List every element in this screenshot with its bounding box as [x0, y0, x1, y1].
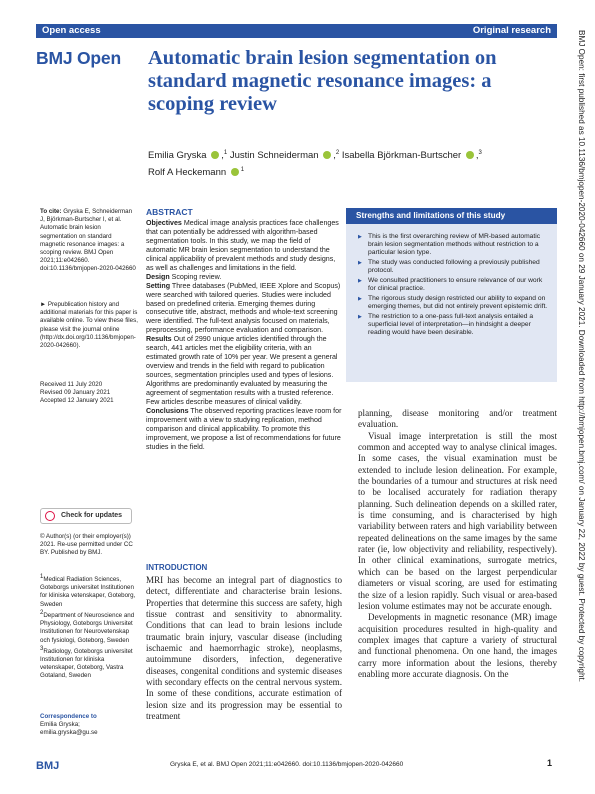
- bmj-footer-logo: BMJ: [36, 760, 60, 772]
- correspondence-email[interactable]: emilia.gryska@gu.se: [40, 729, 98, 737]
- list-item: ▶ The study was conducted following a previously published protocol.: [360, 259, 549, 275]
- strengths-list: [346, 224, 557, 337]
- list-item: ▶ This is the first overarching review of MR-based automatic brain lesion segmentation methods without restriction to a particular lesion type.: [360, 233, 549, 258]
- crossmark-icon: [45, 511, 55, 521]
- abstract-heading: ABSTRACT: [146, 207, 193, 217]
- journal-logo: BMJ Open: [36, 48, 121, 68]
- download-sidebar: BMJ Open: first published as 10.1136/bmjopen-2020-042660 on 29 January 2021. Downloaded from http://bmjopen.bmj.com/ on January 22, 2022 by guest. Protected by copyright.: [577, 30, 586, 683]
- author-name[interactable]: Isabella Björkman-Burtscher: [341, 150, 462, 162]
- check-updates-button[interactable]: Check for updates: [40, 508, 132, 524]
- author-name[interactable]: Rolf A Heckemann: [148, 167, 227, 179]
- abstract: ABSTRACT Objectives Medical image analysis practices face challenges that can potentially be addressed with algorithm-based segmentation tools. In this study, we map the field of automatic MR brain lesion segmentation to understand the clinical applicability of prevalent methods and study designs, as well as challenges and limitations in the field. Design Scoping review. Setting Three databases (PubMed, IEEE Xplore and Scopus) were searched with tailored queries. Studies were included based on predefined criteria. Emerging themes during consecutive title, abstract, methods and whole-text screening were identified. The full-text analysis focused on materials, preprocessing, performance evaluation and comparison. Results Out of 2990 unique articles identified through the search, 441 articles met the eligibility criteria, with an estimated growth rate of 10% per year. We present a general overview and trends in the field with regard to publication sources, segmentation principles used and types of lesions. Algorithms are predominantly evaluated by measuring the agreement of segmentation results with a trusted reference. Few articles describe measures of clinical validity. Conclusions The observed reporting practices leave room for improvement with a view to studying replication, method comparison and clinical applicability. To promote this improvement, we propose a list of recommendations for future studies in the field.: [146, 207, 342, 451]
- box-heading: Strengths and limitations of this study: [346, 208, 557, 224]
- affiliations: $^1$Medical Radiation Sciences, Goteborgs universitet Institutionen for kliniska vetenskaper, Goteborg, Sweden $^2$Department of Neuroscience and Physiology, Goteborgs Universitet Institutionen for Neurovetenskap och fysiologi, Goteborg, Sweden $^3$Radiology, Goteborgs universitet Institutionen for kliniska vetenskaper, Goteborg, Vastra Gotaland, Sweden: [40, 574, 136, 680]
- prepublication-note[interactable]: ► Prepublication history and additional materials for this paper is available online. To view these files, please visit the journal online (http://dx.doi.org/10.1136/bmjopen-2020-042660).: [40, 301, 138, 350]
- citation-block: To cite: Gryska E, Schneiderman J, Björkman-Burtscher I, et al. Automatic brain lesion segmentation on standard magnetic resonance images: a scoping review. BMJ Open 2021;11:e042660. doi:10.1136/bmjopen-2020-042660: [40, 208, 136, 273]
- list-item: ▶ The rigorous study design restricted our ability to expand on emerging themes, but did not entirely prevent epistemic drift.: [360, 295, 549, 311]
- footer-citation: Gryska E, et al. BMJ Open 2021;11:e042660. doi:10.1136/bmjopen-2020-042660: [170, 761, 404, 768]
- orcid-icon[interactable]: [323, 151, 331, 159]
- page-number: 1: [547, 758, 553, 768]
- orcid-icon[interactable]: [231, 168, 239, 176]
- strengths-limitations-box: [346, 208, 557, 382]
- introduction-heading: INTRODUCTION: [146, 563, 208, 572]
- history-dates: Received 11 July 2020 Revised 09 January 2021 Accepted 12 January 2021: [40, 381, 114, 405]
- article-title: Automatic brain lesion segmentation on standard magnetic resonance images: a scoping review: [148, 47, 497, 115]
- open-access-label: Open access: [42, 25, 101, 36]
- header-bar: [36, 24, 557, 38]
- orcid-icon[interactable]: [466, 151, 474, 159]
- copyright-note: © Author(s) (or their employer(s)) 2021. Re-use permitted under CC BY. Published by BMJ.: [40, 533, 133, 557]
- list-item: ▶ We consulted practitioners to ensure relevance of our work for clinical practice.: [360, 277, 549, 293]
- author-list: Emilia Gryska ,$^1$ Justin Schneiderman ,$^2$ Isabella Björkman-Burtscher ,$^3$ Rolf A Heckemann $^1$: [148, 150, 482, 179]
- article-type-label: Original research: [472, 25, 551, 36]
- orcid-icon[interactable]: [211, 151, 219, 159]
- intro-column-left: MRI has become an integral part of diagnostics to detect, differentiate and characterise brain lesions. Properties that determine this success are safety, high tissue contrast and sensitivity to abnormality. Conditions that can lead to brain lesions include traumatic brain injury, vascular disease (including ischaemic and haemorrhagic stroke), neoplasms, autoimmune disorders, infection, degenerative diseases, congenital conditions and systemic diseases with secondary effects on the central nervous system. In some of these conditions, accurate estimation of lesion size and its progression may be essential to treatment: [146, 575, 342, 722]
- correspondence: Correspondence to Emilia Gryska; emilia.gryska@gu.se: [40, 713, 138, 738]
- author-name[interactable]: Justin Schneiderman: [229, 150, 319, 162]
- list-item: ▶ The restriction to a one-pass full-text analysis entailed a superficial level of interpretation—in hindsight a deeper reading would have been desirable.: [360, 313, 549, 338]
- author-name[interactable]: Emilia Gryska: [148, 150, 207, 162]
- intro-column-right: planning, disease monitoring and/or treatment evaluation. Visual image interpretation is still the most common and accepted way to analyse clinical images. In some cases, the visual examination must be extended to include lesion delineation. For example, the boundaries of a tumour and structures at risk need to be localised accurately for radiation therapy planning. Such delineation depends on a skilled rater, is time consuming, and is characterised by high variability between raters and high variability between repeated delineations on the same images by the same rater (ie, low objectivity and reliability, respectively). In other clinical examinations, surrogate metrics, which can be based on the largest perpendicular diameters or visual scoring, are used for estimating the size of a lesion rapidly. Such visual or area-based lesion volume estimates may not be accurate enough. Developments in magnetic resonance (MR) image acquisition procedures resulted in high-quality and complex images that capture a variety of structural and functional phenomena. On one hand, the images carry more information about the lesions, thereby enabling more accurate diagnosis. On the: [358, 408, 557, 679]
